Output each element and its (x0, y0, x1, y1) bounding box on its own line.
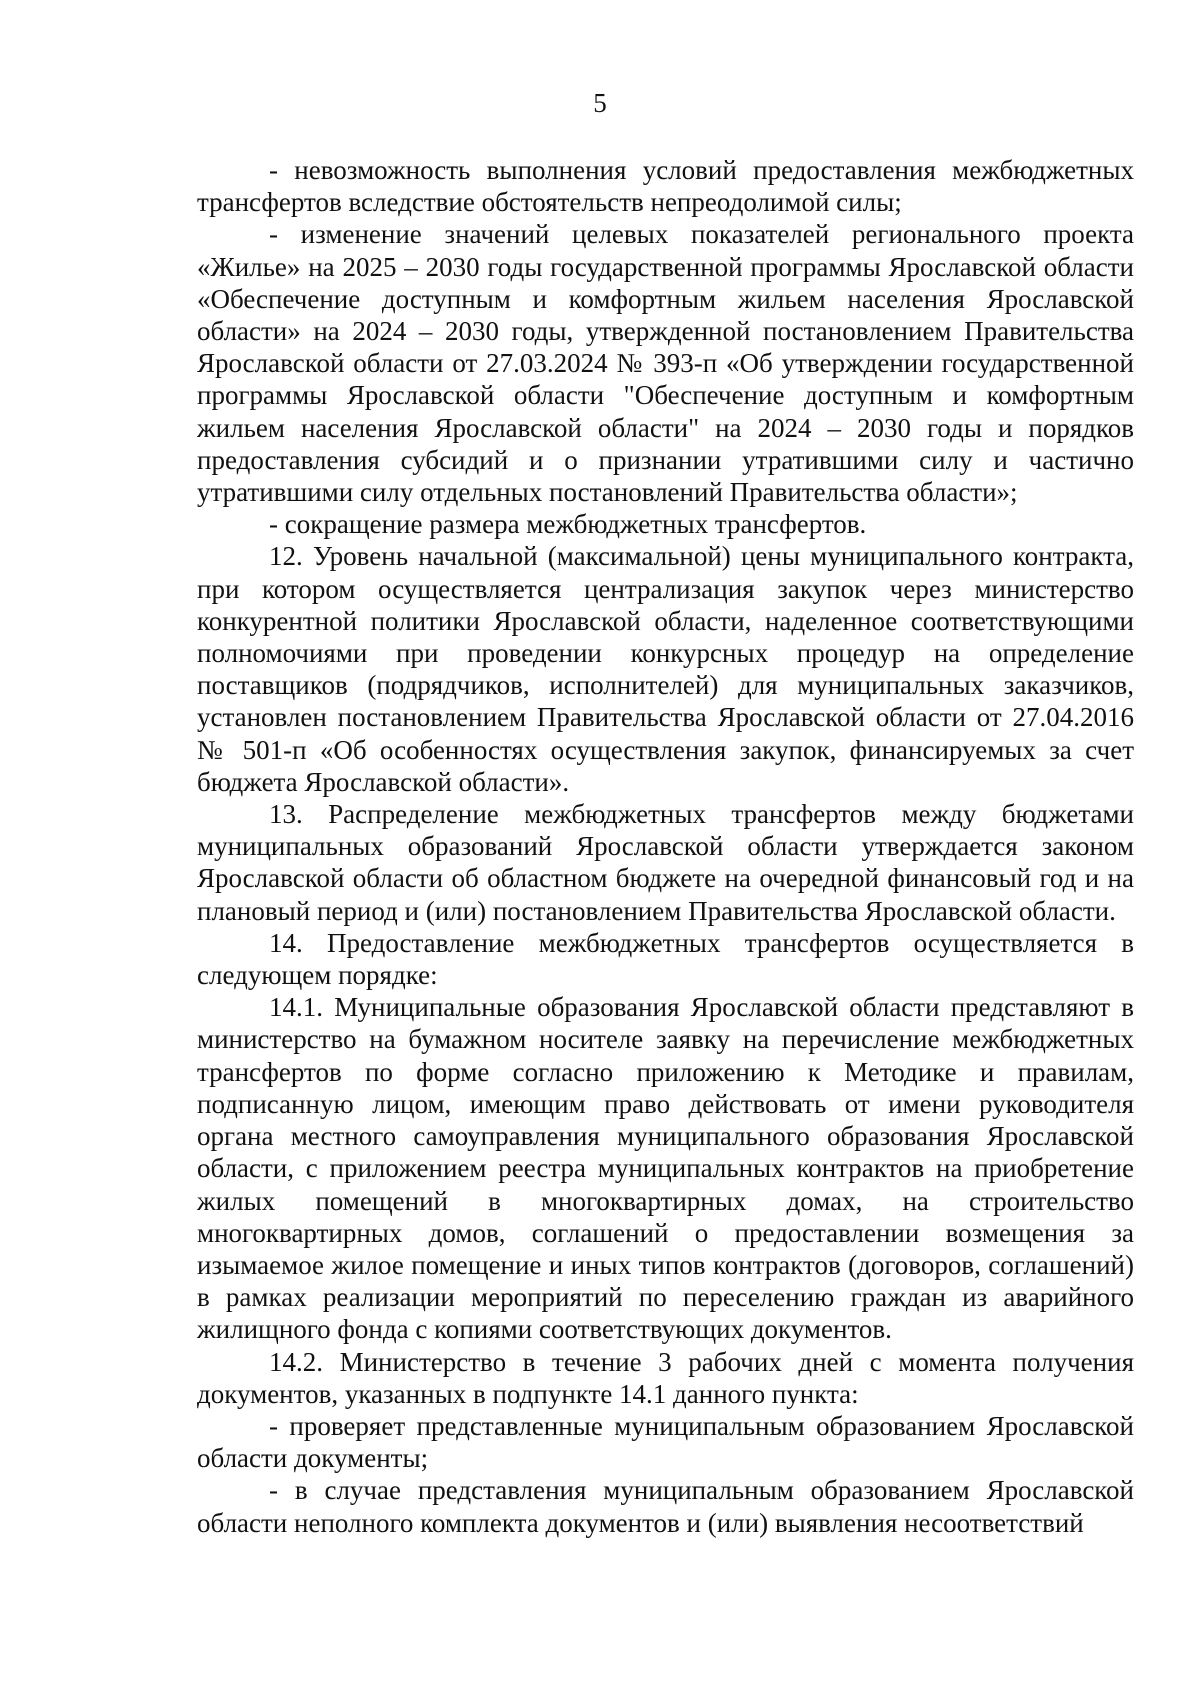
paragraph-item-14-1: 14.1. Муниципальные образования Ярославской области представляют в министерство на бумажном носителе заявку на перечисление межбюджетных трансфертов по форме согласно приложению к Методике и правилам, подписанную лицом, имеющим право действовать от имени руководителя органа местного самоуправления муниципального образования Ярославской области, с приложением реестра муниципальных контрактов на приобретение жилых помещений в многоквартирных домах, на строительство многоквартирных домов, соглашений о предоставлении возмещения за изымаемое жилое помещение и иных типов контрактов (договоров, соглашений) в рамках реализации мероприятий по переселению граждан из аварийного жилищного фонда с копиями соответствующих документов. (197, 992, 1134, 1345)
paragraph-incomplete-documents: - в случае представления муниципальным образованием Ярославской области неполного комплекта документов и (или) выявления несоответствий (197, 1475, 1134, 1538)
paragraph-item-14: 14. Предоставление межбюджетных трансфертов осуществляется в следующем порядке: (197, 927, 1134, 991)
paragraph-item-14-2: 14.2. Министерство в течение 3 рабочих дней с момента получения документов, указанных в подпункте 14.1 данного пункта: (197, 1346, 1134, 1409)
document-body (197, 154, 1134, 1539)
paragraph-force-majeure: - невозможность выполнения условий предоставления межбюджетных трансфертов вследствие обстоятельств непреодолимой силы; (197, 155, 1134, 218)
page-number: 5 (593, 88, 607, 118)
paragraph-target-indicators: - изменение значений целевых показателей регионального проекта «Жилье» на 2025 – 2030 годы государственной программы Ярославской области «Обеспечение доступным и комфортным жильем населения Ярославской области» на 2024 – 2030 годы, утвержденной постановлением Правительства Ярославской области от 27.03.2024 № 393-п «Об утверждении государственной программы Ярославской области "Обеспечение доступным и комфортным жильем населения Ярославской области" на 2024 – 2030 годы и порядков предоставления субсидий и о признании утратившими силу и частично утратившими силу отдельных постановлений Правительства области»; (197, 219, 1134, 508)
paragraph-checks-documents: - проверяет представленные муниципальным образованием Ярославской области документы; (197, 1410, 1134, 1474)
paragraph-transfer-reduction: - сокращение размера межбюджетных трансфертов. (269, 509, 867, 540)
paragraph-item-13: 13. Распределение межбюджетных трансфертов между бюджетами муниципальных образований Ярославской области утверждается законом Ярославской области об областном бюджете на очередной финансовый год и на плановый период и (или) постановлением Правительства Ярославской области. (197, 799, 1134, 926)
paragraph-item-12: 12. Уровень начальной (максимальной) цены муниципального контракта, при котором осуществляется централизация закупок через министерство конкурентной политики Ярославской области, наделенное соответствующими полномочиями при проведении конкурсных процедур на определение поставщиков (подрядчиков, исполнителей) для муниципальных заказчиков, установлен постановлением Правительства Ярославской области от 27.04.2016 № 501-п «Об особенностях осуществления закупок, финансируемых за счет бюджета Ярославской области». (197, 541, 1134, 797)
